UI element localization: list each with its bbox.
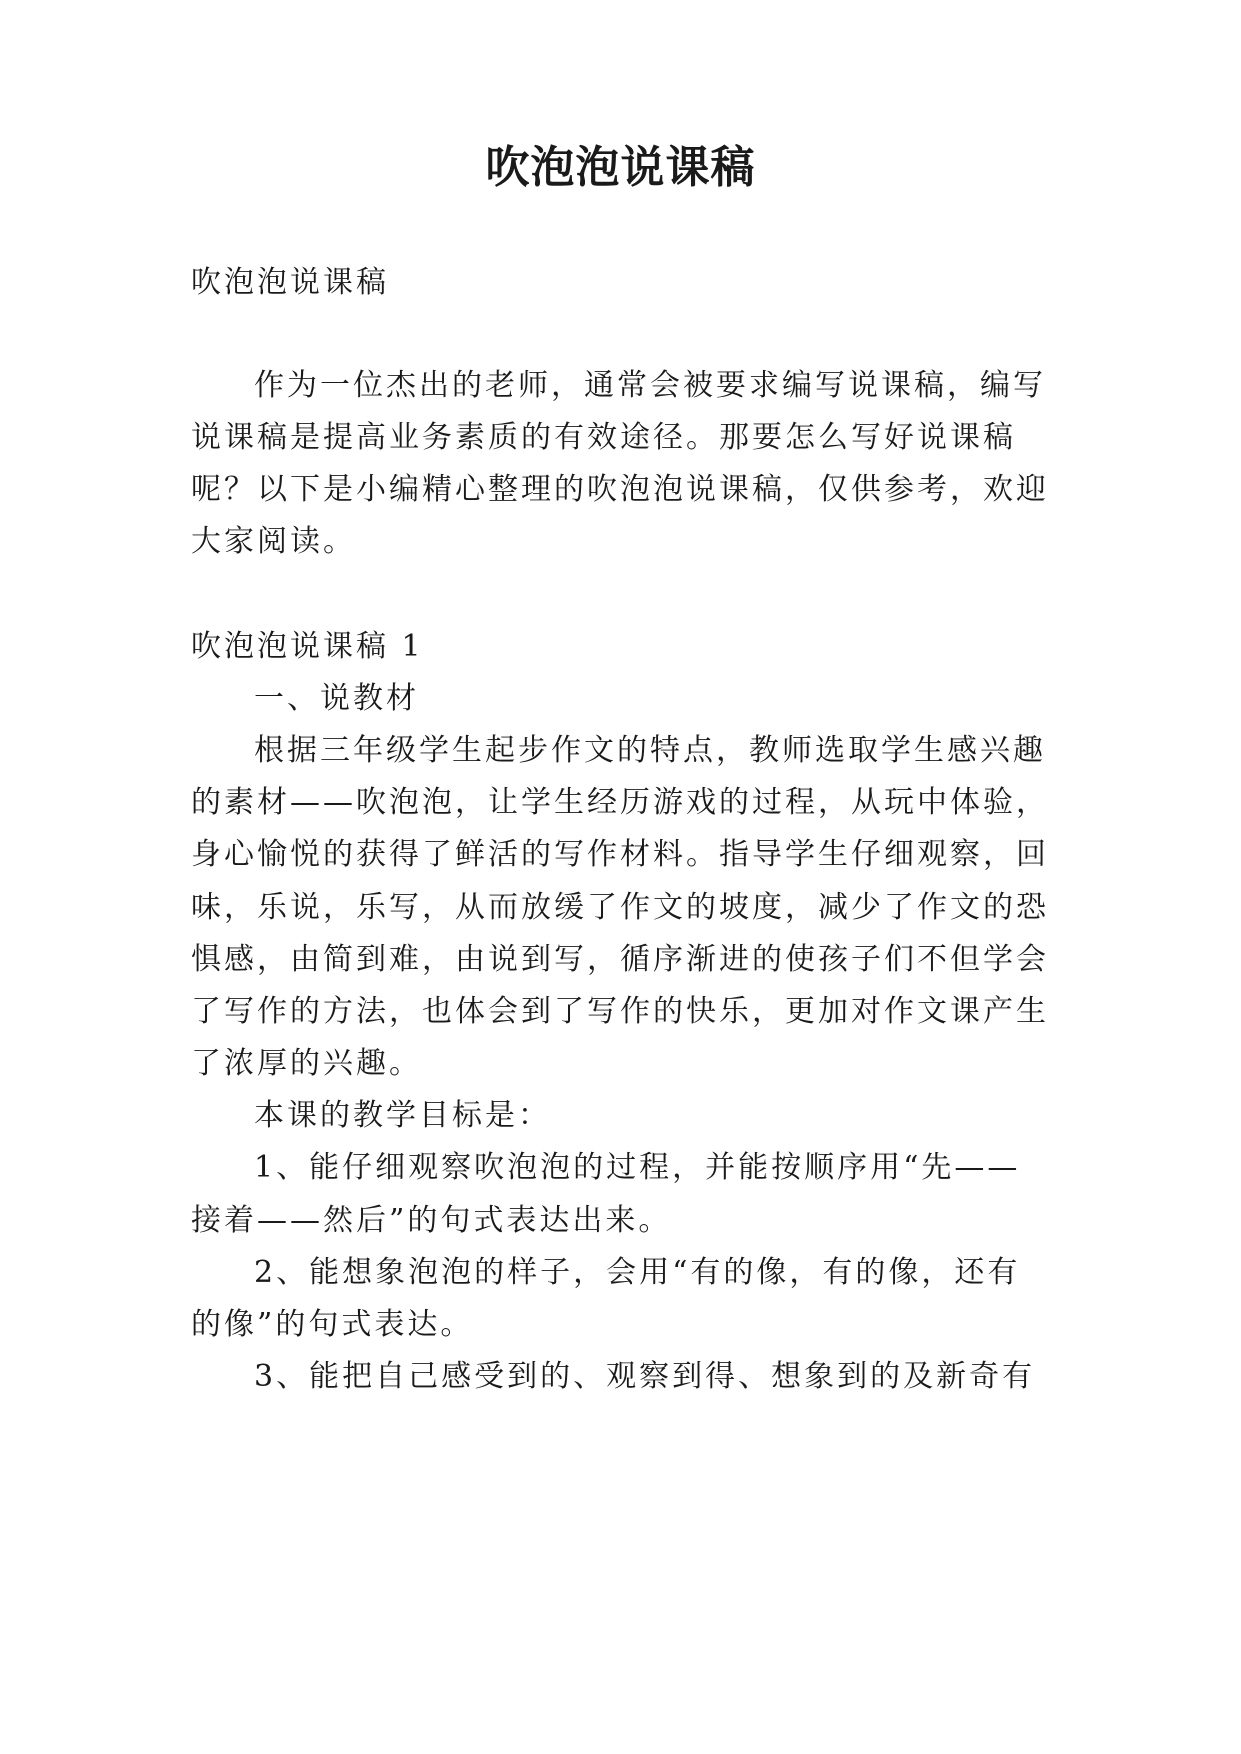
goals-intro: 本课的教学目标是：	[254, 1098, 551, 1133]
goal-line: 的像”的句式表达。	[191, 1307, 474, 1342]
document-title: 吹泡泡说课稿	[485, 142, 756, 193]
paragraph-line: 了浓厚的兴趣。	[191, 1046, 422, 1081]
document-subtitle: 吹泡泡说课稿	[191, 265, 389, 300]
paragraph-line: 的素材——吹泡泡，让学生经历游戏的过程，从玩中体验，	[191, 785, 1049, 820]
intro-line: 作为一位杰出的老师，通常会被要求编写说课稿，编写	[254, 368, 1046, 403]
paragraph-line: 根据三年级学生起步作文的特点，教师选取学生感兴趣	[254, 733, 1046, 768]
paragraph-line: 味，乐说，乐写，从而放缓了作文的坡度，减少了作文的恐	[191, 890, 1049, 925]
paragraph-line: 了写作的方法，也体会到了写作的快乐，更加对作文课产生	[191, 994, 1049, 1029]
paragraph-line: 惧感，由简到难，由说到写，循序渐进的使孩子们不但学会	[191, 942, 1049, 977]
goal-line: 接着——然后”的句式表达出来。	[191, 1203, 672, 1238]
intro-line: 大家阅读。	[191, 524, 356, 559]
goal-line: 3、能把自己感受到的、观察到得、想象到的及新奇有	[254, 1359, 1036, 1394]
subheading: 一、说教材	[254, 681, 419, 716]
section-heading: 吹泡泡说课稿 1	[191, 629, 424, 664]
intro-line: 呢？以下是小编精心整理的吹泡泡说课稿，仅供参考，欢迎	[191, 472, 1049, 507]
goal-line: 1、能仔细观察吹泡泡的过程，并能按顺序用“先——	[254, 1150, 1021, 1185]
intro-line: 说课稿是提高业务素质的有效途径。那要怎么写好说课稿	[191, 420, 1016, 455]
goal-line: 2、能想象泡泡的样子，会用“有的像，有的像，还有	[254, 1255, 1021, 1290]
paragraph-line: 身心愉悦的获得了鲜活的写作材料。指导学生仔细观察，回	[191, 837, 1049, 872]
